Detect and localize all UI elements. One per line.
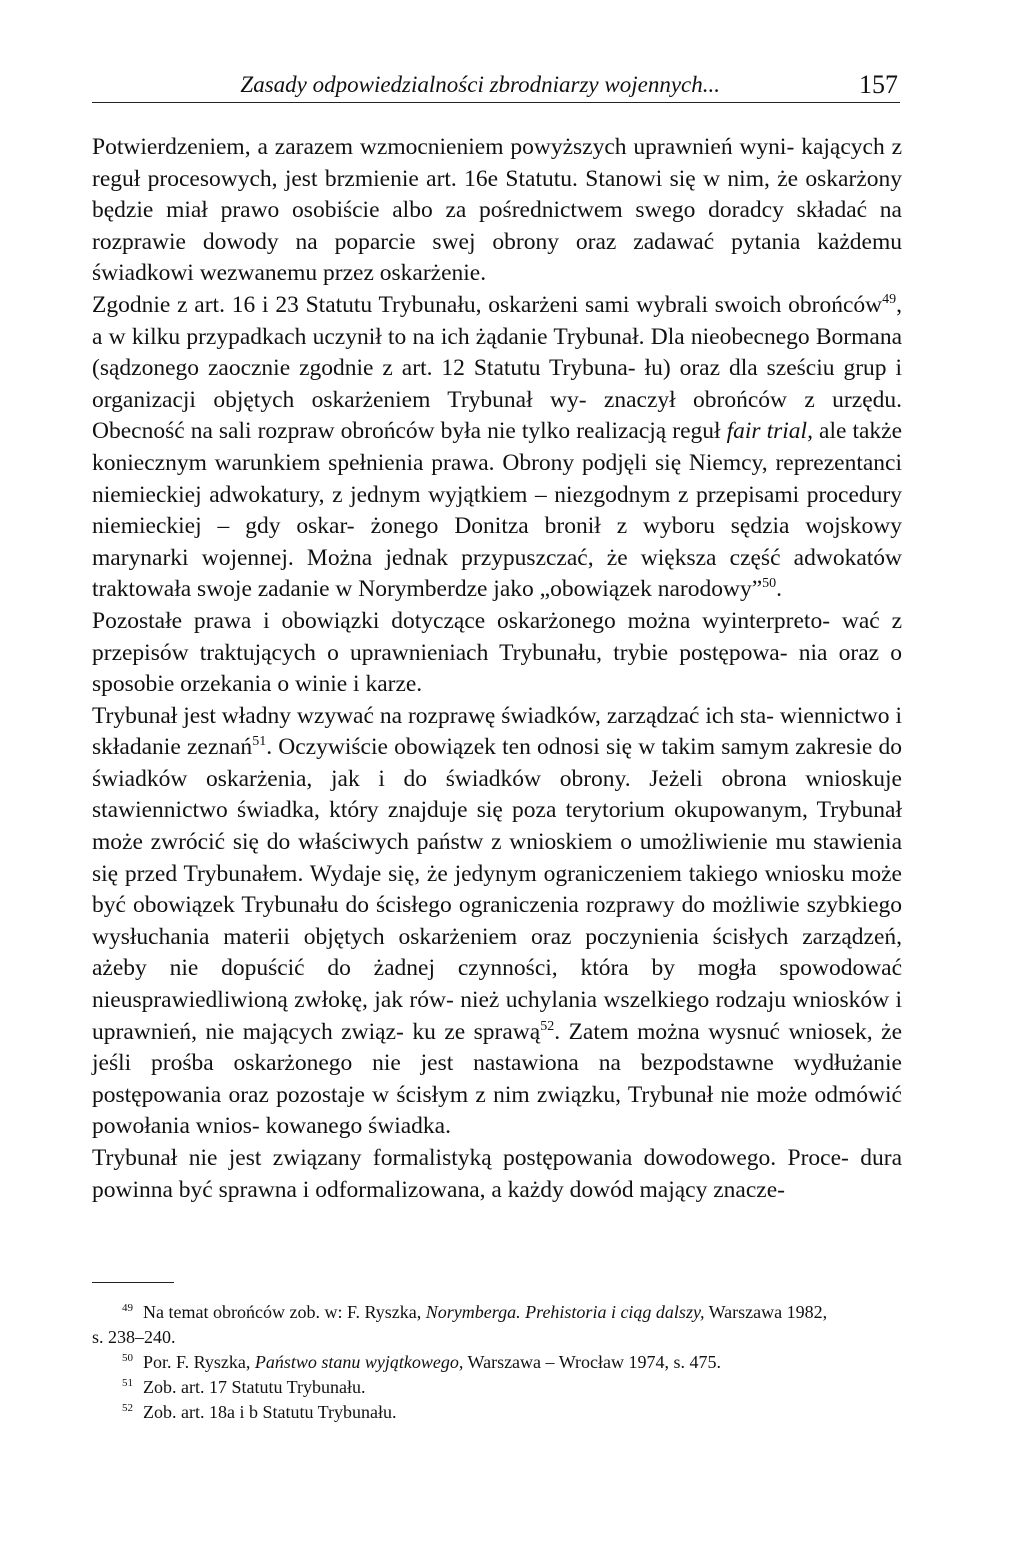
page-number: 157 [859, 70, 898, 99]
text-line: . [776, 576, 783, 603]
text-line: o umożliwienie mu stawienia się przed Trybunałem. Wydaje się, że jedynym [92, 829, 902, 887]
footnote-title: Państwo stanu wyjątkowego, [254, 1352, 464, 1372]
text-line: ale także koniecznym warunkiem spełnienia prawa. [92, 418, 903, 476]
text-line: . Oczywiście obowiązek ten odnosi się w takim [266, 734, 715, 761]
italic-term: fair trial, [726, 418, 813, 445]
text-line: czynności, która by mogła spowodować nieusprawiedliwioną zwłokę, jak rów- [92, 955, 903, 1014]
footnote-text: Warszawa – Wrocław 1974, s. 475. [463, 1352, 721, 1372]
text-line: nież uchylania wszelkiego rodzaju wniosków i uprawnień, nie mających związ- [92, 987, 902, 1045]
text-line: realizacją reguł [576, 418, 727, 445]
text-line: Obrony podjęli się Niemcy, reprezentanci niemieckiej adwokatury, z jednym [92, 449, 903, 508]
text-line: łu) oraz dla sześciu grup i organizacji objętych oskarżeniem Trybunał wy- [92, 355, 903, 413]
text-line: ograniczeniem takiego wniosku może być obowiązek Trybunału do ścisłego [92, 860, 902, 919]
text-line: żonego Donitza bronił z wyboru sędzia wojskowy marynarki wojennej. Można [92, 513, 903, 571]
paragraph-4 [92, 701, 902, 1143]
footnote-title: Norymberga. Prehistoria i ciąg dalszy, [425, 1302, 705, 1322]
footnote-ref-51: 51 [252, 734, 267, 750]
footnote-number: 50 [122, 1352, 133, 1364]
text-line: ku ze sprawą [412, 1018, 541, 1045]
footnote-number: 49 [122, 1302, 133, 1314]
footnote-ref-52: 52 [540, 1018, 555, 1034]
text-line: obrona wnioskuje stawiennictwo świadka, który znajduje się poza terytorium [92, 765, 902, 824]
paragraph-3 [92, 606, 902, 701]
text-line: , a w kilku przypadkach uczynił to na ich żądanie Trybunał. Dla [92, 291, 902, 350]
text-line: Potwierdzeniem, a zarazem wzmocnieniem powyższych uprawnień wyni- [92, 134, 795, 160]
footnote-number: 51 [122, 1377, 133, 1389]
footnote-49 [92, 1300, 902, 1325]
text-line: doradcy składać na rozprawie dowody na poparcie swej obrony oraz zadawać [92, 197, 902, 255]
text-line: Pozostałe prawa i obowiązki dotyczące oskarżonego można wyinterpreto- [92, 607, 831, 634]
text-line: jest nastawiona na bezpodstawne wydłużanie postępowania oraz pozostaje [92, 1050, 902, 1108]
footnote-text: s. 238–240. [92, 1327, 176, 1347]
paragraph-5 [92, 1143, 902, 1206]
footnote-ref-49: 49 [882, 292, 897, 308]
footnote-separator [92, 1282, 174, 1283]
footnote-ref-50: 50 [762, 576, 777, 592]
text-line: nia oraz o sposobie orzekania o winie i karze. [92, 639, 902, 698]
footnote-text: Na temat obrońców zob. w: F. Ryszka, [143, 1302, 426, 1322]
footnotes [92, 1300, 902, 1425]
text-line: okupowanym, Trybunał może zwrócić się do właściwych państw z wnioskiem [92, 797, 902, 856]
text-line: Trybunał jest władny wzywać na rozprawę świadków, zarządzać ich sta- [92, 702, 774, 729]
text-line: kających z reguł procesowych, jest brzmienie art. 16e Statutu. Stanowi się [92, 134, 903, 192]
text-line: pytania każdemu świadkowi wezwanemu przez oskarżenie. [92, 228, 902, 287]
footnote-text: Por. F. Ryszka, [143, 1352, 255, 1372]
text-line: nieobecnego Bormana (sądzonego zaocznie zgodnie z art. 12 Statutu Trybuna- [92, 323, 903, 382]
text-line: w nim, że oskarżony będzie miał prawo osobiście albo za pośrednictwem swego [92, 165, 902, 224]
text-line: wiennictwo i składanie zeznań [92, 702, 902, 761]
text-line: w Norymberdze jako „obowiązek narodowy” [335, 576, 763, 603]
text-line: oskarżeniem oraz poczynienia ścisłych zarządzeń, ażeby nie dopuścić do żadnej [92, 923, 903, 982]
footnote-51 [92, 1375, 902, 1400]
footnote-52 [92, 1400, 902, 1425]
main-text [92, 132, 902, 1206]
text-line: znaczył obrońców z urzędu. Obecność na sali rozpraw obrońców była nie tylko [92, 386, 902, 445]
footnote-number: 52 [122, 1402, 133, 1414]
text-line: dura powinna być sprawna i odformalizowana, a każdy dowód mający znacze- [92, 1145, 903, 1203]
footnote-text: Warszawa 1982, [704, 1302, 828, 1322]
footnote-text: Zob. art. 17 Statutu Trybunału. [143, 1377, 366, 1397]
text-line: wać z przepisów traktujących o uprawnieniach Trybunału, trybie postępowa- [92, 607, 903, 666]
paragraph-1 [92, 132, 902, 290]
paragraph-2 [92, 290, 902, 606]
text-line: wyjątkiem – niezgodnym z przepisami procedury niemieckiej – gdy oskar- [92, 481, 902, 540]
text-line: Trybunał nie jest związany formalistyką postępowania dowodowego. Proce- [92, 1145, 849, 1171]
page-header [92, 70, 900, 103]
text-line: . Zatem można wysnuć wniosek, że jeśli prośba oskarżonego nie [92, 1018, 903, 1077]
footnote-50 [92, 1350, 902, 1375]
footnote-text: Zob. art. 18a i b Statutu Trybunału. [143, 1402, 397, 1422]
text-line: Zgodnie z art. 16 i 23 Statutu Trybunału, oskarżeni sami wybrali swoich [92, 291, 782, 318]
running-title: Zasady odpowiedzialności zbrodniarzy wojennych... [240, 72, 720, 97]
footnote-49-continued [92, 1325, 902, 1350]
text-line: samym zakresie do świadków oskarżenia, jak i do świadków obrony. Jeżeli [92, 734, 902, 792]
text-line: kowanego świadka. [265, 1113, 451, 1140]
text-line: jednak przypuszczać, że większa część adwokatów traktowała swoje zadanie [92, 544, 903, 603]
text-line: w ścisłym z nim związku, Trybunał nie może odmówić powołania wnios- [92, 1081, 902, 1140]
text-line: ograniczenia rozprawy do możliwie szybkiego wysłuchania materii objętych [92, 892, 902, 950]
text-line: obrońców [788, 291, 883, 318]
